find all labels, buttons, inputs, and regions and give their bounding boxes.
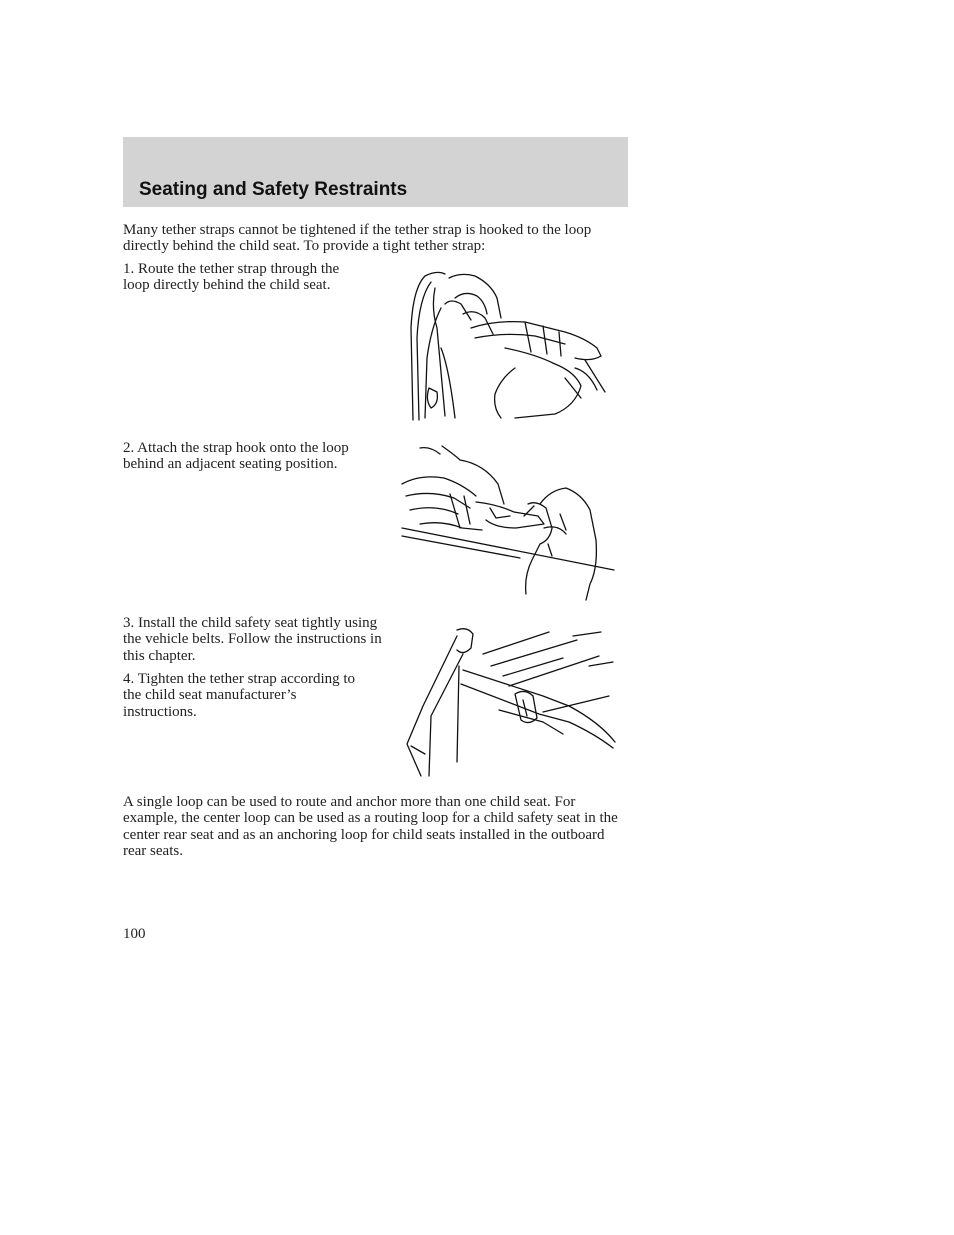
section-title: Seating and Safety Restraints: [139, 179, 408, 200]
closing-paragraph: A single loop can be used to route and anchor more than one child seat. For example, the center loop can be used as a routing loop for a child safety seat in the center rear seat and as an anchoring loop for child seats installed in the outboard rear seats.: [123, 794, 618, 859]
illustration-route-strap: [405, 268, 610, 423]
step-2-text: 2. Attach the strap hook onto the loop behind an adjacent seating position.: [123, 440, 349, 473]
illustration-attach-hook: [400, 444, 615, 601]
step-1-text: 1. Route the tether strap through the loop directly behind the child seat.: [123, 261, 340, 294]
page-number: 100: [123, 926, 146, 942]
section-header: [123, 137, 628, 207]
illustration-tighten-strap: [403, 626, 616, 781]
step-3-text: 3. Install the child safety seat tightly using the vehicle belts. Follow the instructions in this chapter.: [123, 615, 382, 664]
step-4-text: 4. Tighten the tether strap according to the child seat manufacturer’s instructions.: [123, 671, 356, 720]
intro-paragraph: Many tether straps cannot be tightened if the tether strap is hooked to the loop directly behind the child seat. To provide a tight tether strap:: [123, 222, 592, 255]
